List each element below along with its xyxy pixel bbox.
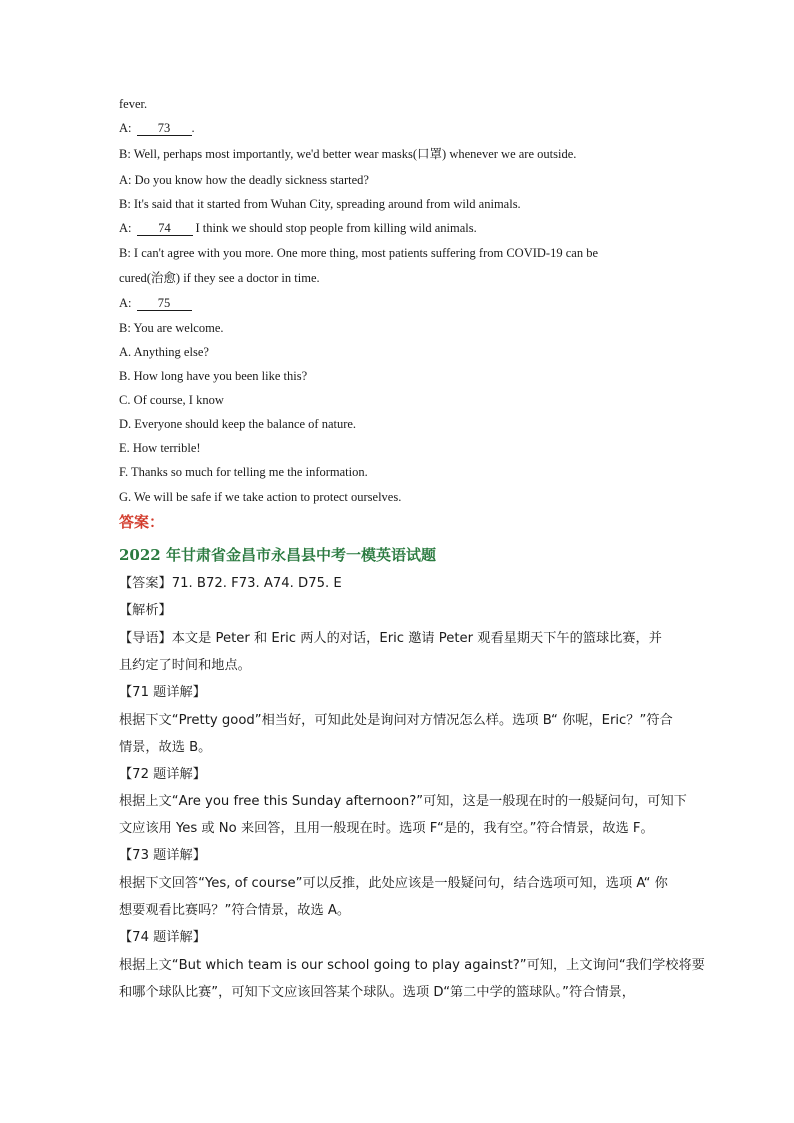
- option-g: G. We will be safe if we take action to protect ourselves.: [119, 490, 402, 504]
- dialogue-b-welcome: B: You are welcome.: [119, 321, 224, 335]
- q72-line-1: 根据上文“Are you free this Sunday afternoon?”可知，这是一般现在时的一般疑问句，可知下: [119, 794, 687, 809]
- dialogue-a-73: [119, 120, 195, 136]
- dialogue-b-masks: B: Well, perhaps most importantly, we'd better wear masks(口罩) whenever we are outside.: [119, 147, 577, 161]
- q71-header: 【71 题详解】: [119, 685, 206, 700]
- guide-line-2: 且约定了时间和地点。: [119, 658, 251, 673]
- dialogue-b-covid-line1: B: I can't agree with you more. One more thing, most patients suffering from COVID-19 can be: [119, 246, 598, 260]
- blank-suffix: .: [191, 121, 195, 135]
- blank-75: 75: [137, 296, 192, 311]
- exam-title: 2022 年甘肃省金昌市永昌县中考一模英语试题: [119, 546, 436, 564]
- q73-line-2: 想要观看比赛吗？”符合情景，故选 A。: [119, 903, 351, 918]
- q73-line-1: 根据下文回答“Yes, of course”可以反推，此处应该是一般疑问句，结合选项可知，选项 A“ 你: [119, 876, 668, 891]
- q72-header: 【72 题详解】: [119, 767, 206, 782]
- option-a: A. Anything else?: [119, 345, 209, 359]
- option-d: D. Everyone should keep the balance of nature.: [119, 417, 357, 431]
- speaker-label: A:: [119, 221, 132, 235]
- option-b: B. How long have you been like this?: [119, 369, 308, 383]
- option-e: E. How terrible!: [119, 441, 201, 455]
- q73-header: 【73 题详解】: [119, 848, 206, 863]
- option-c: C. Of course, I know: [119, 393, 224, 407]
- option-f: F. Thanks so much for telling me the information.: [119, 465, 368, 479]
- dialogue-fever-line: fever.: [119, 97, 148, 111]
- speaker-label: A:: [119, 121, 132, 135]
- q72-line-2: 文应该用 Yes 或 No 来回答，且用一般现在时。选项 F“是的，我有空。”符合情景，故选 F。: [119, 821, 654, 836]
- dialogue-b-wuhan: B: It's said that it started from Wuhan City, spreading around from wild animals.: [119, 197, 521, 211]
- dialogue-a-sickness: A: Do you know how the deadly sickness started?: [119, 173, 369, 187]
- dialogue-b-covid-line2: cured(治愈) if they see a doctor in time.: [119, 271, 320, 285]
- q71-line-1: 根据下文“Pretty good”相当好，可知此处是询问对方情况怎么样。选项 B“ 你呢，Eric？”符合: [119, 713, 673, 728]
- dialogue-a-74: [119, 220, 477, 236]
- q74-line-1: 根据上文“But which team is our school going to play against?”可知，上文询问“我们学校将要: [119, 958, 705, 973]
- answer-label: 答案：: [119, 513, 165, 531]
- q71-line-2: 情景，故选 B。: [119, 740, 212, 755]
- q74-header: 【74 题详解】: [119, 930, 206, 945]
- blank-74: 74: [137, 221, 193, 236]
- dialogue-a-74-text: I think we should stop people from killing wild animals.: [195, 221, 477, 235]
- q74-line-2: 和哪个球队比赛”，可知下文应该回答某个球队。选项 D“第二中学的篮球队。”符合情景，: [119, 985, 635, 1000]
- answer-key: 【答案】71. B72. F73. A74. D75. E: [119, 576, 342, 591]
- analysis-label: 【解析】: [119, 603, 172, 618]
- guide-line-1: 【导语】本文是 Peter 和 Eric 两人的对话，Eric 邀请 Peter 观看星期天下午的篮球比赛，并: [119, 631, 662, 646]
- speaker-label: A:: [119, 296, 132, 310]
- blank-73: 73: [137, 121, 192, 136]
- dialogue-a-75: [119, 295, 192, 311]
